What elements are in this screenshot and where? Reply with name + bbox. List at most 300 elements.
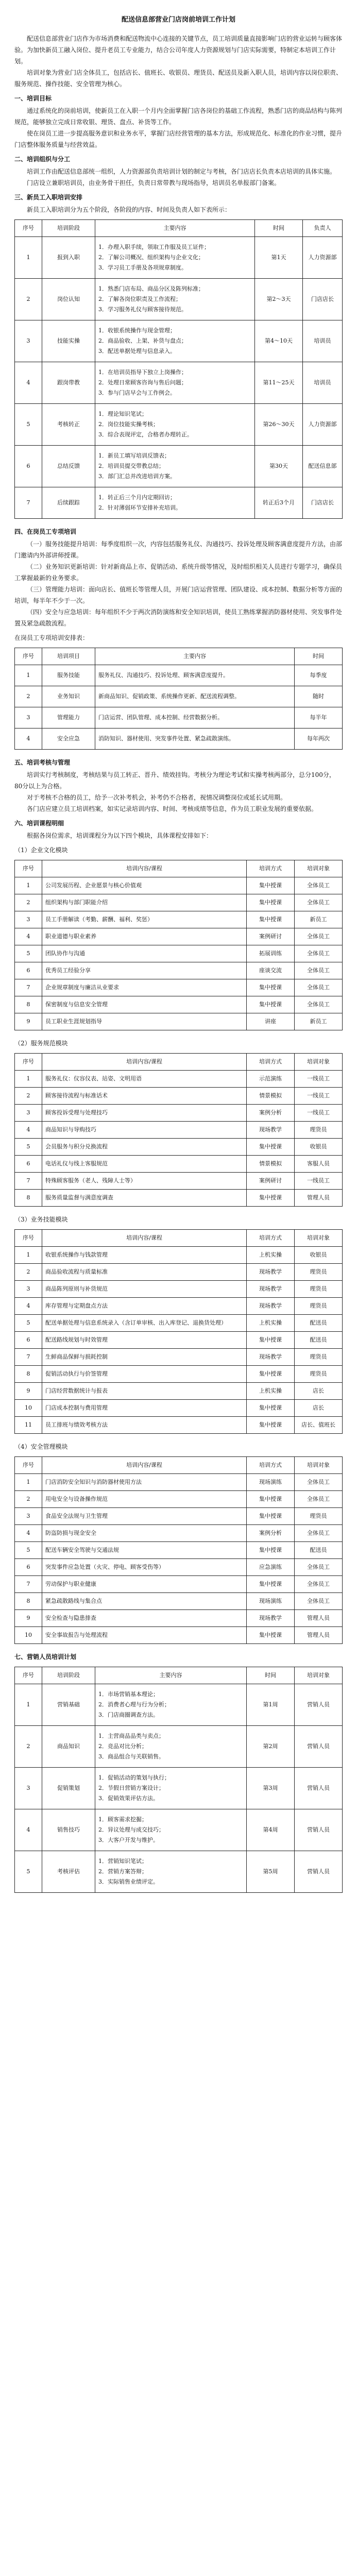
table-cell: 现场教学 [247, 1264, 295, 1281]
table-cell: 7 [15, 1576, 42, 1593]
section-heading: 四、在岗员工专项培训 [14, 528, 77, 535]
table-cell: 人力资源部 [303, 404, 343, 446]
table-body [15, 1071, 343, 1207]
column-header: 培训阶段 [42, 220, 95, 237]
column-header: 时间 [295, 648, 343, 665]
table-cell: 随时 [295, 686, 343, 707]
table-cell: 1．办理入职手续，领取工作服及员工证件； 2．了解公司概况、组织架构与企业文化； 3．学习员工手册及各项规章制度。 [95, 237, 255, 279]
table-cell: 1 [15, 1071, 42, 1088]
table-cell: 3 [15, 1508, 42, 1525]
table-cell: 1．促销活动的策划与执行； 2．节假日营销方案设计； 3．促销效果评估方法。 [95, 1768, 247, 1809]
table-row [15, 728, 343, 750]
table-cell: 第1天 [255, 237, 303, 279]
table-cell: 现场教学 [247, 1281, 295, 1298]
table-cell: 一线员工 [295, 1173, 343, 1190]
table-cell: 情景模拟 [247, 1156, 295, 1173]
table-cell: 第11～25天 [255, 362, 303, 404]
table-cell: 1．在培训员指导下独立上岗操作； 2．处理日常顾客咨询与售后问题； 3．参与门店早会与工作例会。 [95, 362, 255, 404]
table-cell: 每季度 [295, 665, 343, 686]
table-cell: 保密制度与信息安全管理 [42, 996, 247, 1013]
table-header-row [15, 648, 343, 665]
table-cell: 9 [15, 1610, 42, 1627]
table-cell: 收银员 [295, 1139, 343, 1156]
table-cell: 商品验收流程与质量标准 [42, 1264, 247, 1281]
table-cell: 顾客接待流程与标准话术 [42, 1088, 247, 1105]
table-cell: 第26～30天 [255, 404, 303, 446]
table-row [15, 962, 343, 979]
table-row [15, 1417, 343, 1434]
table-row [15, 1768, 343, 1809]
table-cell: 全体员工 [295, 1593, 343, 1610]
column-header: 培训内容/课程 [42, 1054, 247, 1071]
section-paragraph: 使在岗员工进一步提高服务意识和业务水平，掌握门店经营管理的基本方法，形成规范化、标准化的作业习惯，提升门店整体服务质量与经营效益。 [14, 130, 343, 148]
table-cell: 管理人员 [295, 1610, 343, 1627]
table-cell: 考核转正 [42, 404, 95, 446]
table-cell: 全体员工 [295, 962, 343, 979]
section-heading: 三、新员工入职培训安排 [14, 194, 83, 201]
table-row [15, 996, 343, 1013]
table-cell: 集中授课 [247, 1542, 295, 1559]
table-cell: 理货员 [295, 1349, 343, 1366]
table-cell: 安全事故报告与处理流程 [42, 1627, 247, 1644]
table-cell: 第1周 [247, 1684, 295, 1726]
table-body [15, 877, 343, 1030]
table-cell: 公司发展历程、企业愿景与核心价值观 [42, 877, 247, 894]
table-cell: 门店运营、团队管理、成本控制、经营数据分析。 [95, 707, 295, 728]
course-table [14, 860, 343, 1030]
table-cell: 1．理论知识笔试； 2．岗位技能实操考核； 3．综合表现评定，合格者办理转正。 [95, 404, 255, 446]
table-cell: 营销人员 [295, 1851, 343, 1893]
table-cell: 跟岗带教 [42, 362, 95, 404]
table-cell: 7 [15, 1349, 42, 1366]
table-cell: 2 [15, 279, 42, 320]
column-header: 序号 [15, 220, 42, 237]
table-cell: 技能实操 [42, 320, 95, 362]
table-cell: 集中授课 [247, 1576, 295, 1593]
table-row [15, 487, 343, 519]
table-cell: 企业规章制度与廉洁从业要求 [42, 979, 247, 996]
table-cell: 6 [15, 1332, 42, 1349]
table-cell: 后续跟踪 [42, 487, 95, 519]
table-cell: 门店店长 [303, 279, 343, 320]
table-row [15, 665, 343, 686]
table-cell: 一线员工 [295, 1071, 343, 1088]
table-row [15, 1122, 343, 1139]
table-cell: 员工排班与绩效考核方法 [42, 1417, 247, 1434]
section-paragraph: 培训工作由配送信息部统一组织，人力资源部负责培训计划的制定与考核，各门店店长负责本店培训的具体实施。 [27, 168, 336, 175]
table-cell: 示范演练 [247, 1071, 295, 1088]
table-cell: 营销基础 [42, 1684, 95, 1726]
table-cell: 第2～3天 [255, 279, 303, 320]
table-cell: 1 [15, 1474, 42, 1491]
table-cell: 消防知识、器材使用、突发事件处置、紧急疏散演练。 [95, 728, 295, 750]
table-cell: 5 [15, 945, 42, 962]
table-cell: 门店经营数据统计与报表 [42, 1383, 247, 1400]
table-cell: 1．顾客需求挖掘； 2．异议处理与成交技巧； 3．大客户开发与维护。 [95, 1809, 247, 1851]
table-cell: 案例研讨 [247, 1173, 295, 1190]
table-cell: 1．主营商品品类与卖点； 2．竞品对比分析； 3．商品组合与关联销售。 [95, 1726, 247, 1768]
table-cell: 劳动保护与职业健康 [42, 1576, 247, 1593]
table-row [15, 894, 343, 911]
table-row [15, 1247, 343, 1264]
table-cell: 营销人员 [295, 1809, 343, 1851]
table-row [15, 1474, 343, 1491]
table-cell: 集中授课 [247, 1491, 295, 1508]
table-cell: 管理人员 [295, 1190, 343, 1207]
table-cell: 业务知识 [42, 686, 95, 707]
table-row [15, 1684, 343, 1726]
table-cell: 全体员工 [295, 979, 343, 996]
course-table [14, 1053, 343, 1207]
table-cell: 突发事件应急处置（火灾、停电、顾客受伤等） [42, 1559, 247, 1576]
table-cell: 第4～10天 [255, 320, 303, 362]
table-cell: 1．营销知识笔试； 2．营销方案答辩； 3．实际销售业绩评定。 [95, 1851, 247, 1893]
table-row [15, 1726, 343, 1768]
table-cell: 4 [15, 1525, 42, 1542]
table-cell: 2 [15, 1726, 42, 1768]
table-cell: 配送单据处理与信息系统录入（含订单审核、出入库登记、退换货处理） [42, 1315, 247, 1332]
section-paragraph: 通过系统化的岗前培训，使新员工在入职一个月内全面掌握门店各岗位的基础工作流程，熟悉门店的商品结构与陈列规范，能够独立完成日常收银、理货、盘点、补货等工作。 [14, 107, 343, 126]
table-row [15, 1105, 343, 1122]
table-cell: 收银系统操作与钱款管理 [42, 1247, 247, 1264]
table-cell: 服务礼仪、沟通技巧、投诉处理、顾客满意度提升。 [95, 665, 295, 686]
table-cell: 座谈交流 [247, 962, 295, 979]
table-cell: 商品知识 [42, 1726, 95, 1768]
table-cell: 1 [15, 1684, 42, 1726]
table-cell: 第30天 [255, 446, 303, 487]
table-row [15, 686, 343, 707]
section-paragraph: 对于考核不合格的员工，给予一次补考机会，补考仍不合格者，视情况调整岗位或延长试用期。 [27, 794, 287, 801]
table-cell: 每年两次 [295, 728, 343, 750]
table-cell: 促销活动执行与价签管理 [42, 1366, 247, 1383]
table-row [15, 1610, 343, 1627]
table-cell: 食品安全法规与卫生管理 [42, 1508, 247, 1525]
section-paragraph: 根据各岗位需求，培训课程分为以下四个模块，具体课程安排如下： [27, 832, 213, 839]
table-cell: 5 [15, 1139, 42, 1156]
table-header-row [15, 220, 343, 237]
table-cell: 5 [15, 1315, 42, 1332]
section-paragraph: （一）服务技能提升培训：每季度组织一次，内容包括服务礼仪、沟通技巧、投诉处理及顾客满意度提升方法，由部门邀请内外部讲师授课。 [14, 540, 343, 559]
section-paragraph: 各门店应建立员工培训档案，如实记录培训内容、时间、考核成绩等信息，作为员工职业发展的重要依据。 [27, 805, 318, 812]
table-row [15, 1508, 343, 1525]
table-row [15, 1013, 343, 1030]
table-cell: 顾客投诉受理与处理技巧 [42, 1105, 247, 1122]
table-cell: 7 [15, 1173, 42, 1190]
column-header: 主要内容 [95, 1667, 247, 1684]
table-row [15, 1383, 343, 1400]
table-cell: 8 [15, 1190, 42, 1207]
column-header: 序号 [15, 1230, 42, 1247]
intro-paragraph: 配送信息部营业门店作为市场消费和配送物流中心连接的关键节点，员工培训质量直接影响门店的营业运转与顾客体验。为加快新员工融入岗位、提升老员工专业能力，结合公司年度人力资源规划与门店实际需要，特制定本培训工作计划。 [14, 35, 343, 65]
table-cell: 1．新员工填写培训反馈表； 2．培训员提交带教总结； 3．部门汇总并改进培训方案。 [95, 446, 255, 487]
table-cell: 3 [15, 1768, 42, 1809]
section-paragraph: （二）业务知识更新培训：针对新商品上市、促销活动、系统升级等情况，及时组织相关人员进行专题学习，确保员工掌握最新的业务要求。 [14, 563, 343, 582]
table-cell: 6 [15, 1559, 42, 1576]
section-heading: 七、营销人员培训计划 [14, 1653, 77, 1660]
table-cell: 理货员 [295, 1298, 343, 1315]
table-cell: 特殊顾客服务（老人、残障人士等） [42, 1173, 247, 1190]
table-cell: 营销人员 [295, 1684, 343, 1726]
table-cell: 案例分析 [247, 1105, 295, 1122]
table-cell: 全体员工 [295, 1491, 343, 1508]
table-row [15, 707, 343, 728]
column-header: 培训项目 [42, 648, 95, 665]
table-cell: 安全检查与隐患排查 [42, 1610, 247, 1627]
table-row [15, 1400, 343, 1417]
table-cell: 店长 [295, 1400, 343, 1417]
table-cell: 1 [15, 237, 42, 279]
table-body [15, 1684, 343, 1893]
table-row [15, 320, 343, 362]
table-cell: 现场教学 [247, 1349, 295, 1366]
table-cell: 集中授课 [247, 1508, 295, 1525]
table-row [15, 1627, 343, 1644]
table-cell: 新员工 [295, 1013, 343, 1030]
table-cell: 情景模拟 [247, 1088, 295, 1105]
table-cell: 全体员工 [295, 1525, 343, 1542]
table-row [15, 1809, 343, 1851]
table-caption: 在岗员工专项培训安排表： [14, 634, 89, 641]
table-cell: 4 [15, 928, 42, 945]
column-header: 序号 [15, 1457, 42, 1474]
table-row [15, 1491, 343, 1508]
table-cell: 3 [15, 911, 42, 928]
table-cell: 管理人员 [295, 1627, 343, 1644]
table-header-row [15, 860, 343, 877]
table-cell: 集中授课 [247, 894, 295, 911]
table-cell: 3 [15, 1281, 42, 1298]
table-row [15, 279, 343, 320]
table-cell: 配送员 [295, 1315, 343, 1332]
section-heading: 六、培训课程明细 [14, 820, 64, 827]
section-paragraph: 门店设立兼职培训员，由业务骨干担任，负责日常带教与现场指导，培训员名单报部门备案。 [27, 179, 281, 187]
table-row [15, 1593, 343, 1610]
table-cell: 配送员 [295, 1542, 343, 1559]
table-cell: 4 [15, 1298, 42, 1315]
column-header: 培训对象 [295, 1054, 343, 1071]
table-caption: （4）安全管理模块 [14, 1443, 68, 1450]
table-cell: 9 [15, 1013, 42, 1030]
table-cell: 5 [15, 404, 42, 446]
table-row [15, 1281, 343, 1298]
table-cell: 配送路线规划与时效管理 [42, 1332, 247, 1349]
table-cell: 全体员工 [295, 945, 343, 962]
table-row [15, 1576, 343, 1593]
table-cell: 服务质量监督与满意度调查 [42, 1190, 247, 1207]
table-cell: 电话礼仪与线上客服规范 [42, 1156, 247, 1173]
table-row [15, 1349, 343, 1366]
table-cell: 转正后3个月 [255, 487, 303, 519]
column-header: 序号 [15, 1054, 42, 1071]
table-row [15, 945, 343, 962]
table-body [15, 237, 343, 519]
table-cell: 7 [15, 979, 42, 996]
table-cell: 职业道德与职业素养 [42, 928, 247, 945]
table-cell: 销售技巧 [42, 1809, 95, 1851]
table-cell: 现场教学 [247, 1298, 295, 1315]
table-cell: 店长 [295, 1383, 343, 1400]
table-cell: 一线员工 [295, 1088, 343, 1105]
table-cell: 11 [15, 1417, 42, 1434]
table-cell: 培训员 [303, 320, 343, 362]
table-cell: 6 [15, 1156, 42, 1173]
table-cell: 现场演练 [247, 1593, 295, 1610]
section-paragraph: （三）管理能力培训：面向店长、值班长等管理人员，开展门店运营管理、团队建设、成本控制、数据分析等方面的培训，每半年不少于一次。 [14, 586, 343, 604]
table-cell: 10 [15, 1627, 42, 1644]
table-cell: 收银员 [295, 1247, 343, 1264]
table-cell: 3 [15, 707, 42, 728]
table-row [15, 1173, 343, 1190]
table-cell: 理货员 [295, 1122, 343, 1139]
column-header: 负责人 [303, 220, 343, 237]
table-cell: 应急演练 [247, 1559, 295, 1576]
table-cell: 9 [15, 1383, 42, 1400]
section-heading: 五、培训考核与管理 [14, 759, 71, 766]
table-cell: 上机实操 [247, 1383, 295, 1400]
table-row [15, 446, 343, 487]
table-cell: 1 [15, 877, 42, 894]
table-body [15, 1474, 343, 1644]
column-header: 序号 [15, 648, 42, 665]
table-cell: 全体员工 [295, 877, 343, 894]
table-cell: 2 [15, 894, 42, 911]
table-cell: 门店店长 [303, 487, 343, 519]
onboarding-table [14, 219, 343, 519]
table-cell: 商品陈列原则与补货规范 [42, 1281, 247, 1298]
column-header: 培训对象 [295, 860, 343, 877]
table-cell: 客服人员 [295, 1156, 343, 1173]
table-cell: 1．收银系统操作与现金管理； 2．商品验收、上架、补货与盘点； 3．配送单据处理与信息录入。 [95, 320, 255, 362]
table-row [15, 1264, 343, 1281]
table-cell: 拓展训练 [247, 945, 295, 962]
table-cell: 员工职业生涯规划指导 [42, 1013, 247, 1030]
table-cell: 会员服务与积分兑换流程 [42, 1139, 247, 1156]
table-cell: 2 [15, 1088, 42, 1105]
table-cell: 配送信息部 [303, 446, 343, 487]
table-cell: 2 [15, 1491, 42, 1508]
column-header: 培训内容/课程 [42, 1230, 247, 1247]
table-cell: 上机实操 [247, 1315, 295, 1332]
course-tables [14, 844, 343, 1644]
column-header: 培训内容/课程 [42, 860, 247, 877]
table-row [15, 1315, 343, 1332]
table-cell: 新商品知识、促销政策、系统操作更新、配送流程调整。 [95, 686, 295, 707]
table-cell: 新员工 [295, 911, 343, 928]
table-cell: 集中授课 [247, 1190, 295, 1207]
section-heading: 一、培训目标 [14, 95, 52, 102]
table-cell: 考核评估 [42, 1851, 95, 1893]
table-cell: 集中授课 [247, 1332, 295, 1349]
table-cell: 集中授课 [247, 1400, 295, 1417]
table-cell: 4 [15, 362, 42, 404]
column-header: 培训对象 [295, 1457, 343, 1474]
table-cell: 全体员工 [295, 1559, 343, 1576]
table-cell: 现场教学 [247, 1610, 295, 1627]
table-cell: 防盗防损与现金安全 [42, 1525, 247, 1542]
table-cell: 4 [15, 1122, 42, 1139]
table-row [15, 877, 343, 894]
table-row [15, 1332, 343, 1349]
table-cell: 集中授课 [247, 911, 295, 928]
table-cell: 集中授课 [247, 1366, 295, 1383]
column-header: 主要内容 [95, 648, 295, 665]
table-cell: 1 [15, 1247, 42, 1264]
table-row [15, 404, 343, 446]
table-cell: 3 [15, 320, 42, 362]
table-cell: 案例分析 [247, 1525, 295, 1542]
table-caption: （1）企业文化模块 [14, 846, 68, 854]
table-cell: 生鲜商品保鲜与损耗控制 [42, 1349, 247, 1366]
table-body [15, 665, 343, 750]
table-cell: 1．转正后三个月内定期回访； 2．针对薄弱环节安排补充培训。 [95, 487, 255, 519]
marketing-table [14, 1667, 343, 1893]
course-table [14, 1456, 343, 1644]
table-cell: 库存管理与定期盘点方法 [42, 1298, 247, 1315]
table-cell: 配送车辆安全驾驶与交通法规 [42, 1542, 247, 1559]
column-header: 培训阶段 [42, 1667, 95, 1684]
table-row [15, 1851, 343, 1893]
table-cell: 安全应急 [42, 728, 95, 750]
table-cell: 集中授课 [247, 1627, 295, 1644]
table-row [15, 979, 343, 996]
table-cell: 集中授课 [247, 979, 295, 996]
table-header-row [15, 1457, 343, 1474]
table-cell: 现场教学 [247, 1122, 295, 1139]
table-row [15, 1156, 343, 1173]
table-cell: 门店消防安全知识与消防器材使用方法 [42, 1474, 247, 1491]
intro-paragraph: 培训对象为营业门店全体员工，包括店长、值班长、收银员、理货员、配送员及新入职人员，培训内容以岗位职责、服务规范、操作技能、安全管理为核心。 [14, 69, 343, 88]
table-row [15, 1088, 343, 1105]
column-header: 时间 [255, 220, 303, 237]
table-row [15, 1559, 343, 1576]
table-cell: 集中授课 [247, 1417, 295, 1434]
table-cell: 促销策划 [42, 1768, 95, 1809]
table-cell: 集中授课 [247, 877, 295, 894]
table-cell: 2 [15, 1264, 42, 1281]
table-cell: 全体员工 [295, 1576, 343, 1593]
table-cell: 理货员 [295, 1264, 343, 1281]
column-header: 序号 [15, 1667, 42, 1684]
inservice-table [14, 648, 343, 750]
table-cell: 现场演练 [247, 1474, 295, 1491]
table-header-row [15, 1054, 343, 1071]
table-cell: 服务礼仪：仪容仪表、站姿、文明用语 [42, 1071, 247, 1088]
table-cell: 培训员 [303, 362, 343, 404]
table-cell: 2 [15, 686, 42, 707]
table-cell: 1．市场营销基本理论； 2．消费者心理与行为分析； 3．门店商圈调查方法。 [95, 1684, 247, 1726]
document-title: 配送信息部营业门店岗前培训工作计划 [121, 16, 235, 24]
table-header-row [15, 1230, 343, 1247]
table-cell: 集中授课 [247, 1139, 295, 1156]
table-cell: 每半年 [295, 707, 343, 728]
column-header: 培训方式 [247, 1457, 295, 1474]
table-caption: （2）服务规范模块 [14, 1040, 68, 1047]
table-cell: 一线员工 [295, 1105, 343, 1122]
section-paragraph: 培训实行考核制度，考核结果与员工转正、晋升、绩效挂钩。考核分为理论考试和实操考核两部分，总分100分，80分以上为合格。 [14, 771, 335, 790]
table-cell: 第4周 [247, 1809, 295, 1851]
table-cell: 配送员 [295, 1332, 343, 1349]
section-heading: 二、培训组织与分工 [14, 156, 71, 163]
table-cell: 10 [15, 1400, 42, 1417]
table-row [15, 1190, 343, 1207]
table-cell: 营销人员 [295, 1726, 343, 1768]
table-row [15, 1139, 343, 1156]
table-cell: 理货员 [295, 1366, 343, 1383]
course-table [14, 1229, 343, 1434]
section-paragraph: 新员工入职培训分为五个阶段，各阶段的内容、时间及负责人如下表所示： [27, 206, 231, 213]
table-cell: 4 [15, 728, 42, 750]
table-cell: 优秀员工经验分享 [42, 962, 247, 979]
